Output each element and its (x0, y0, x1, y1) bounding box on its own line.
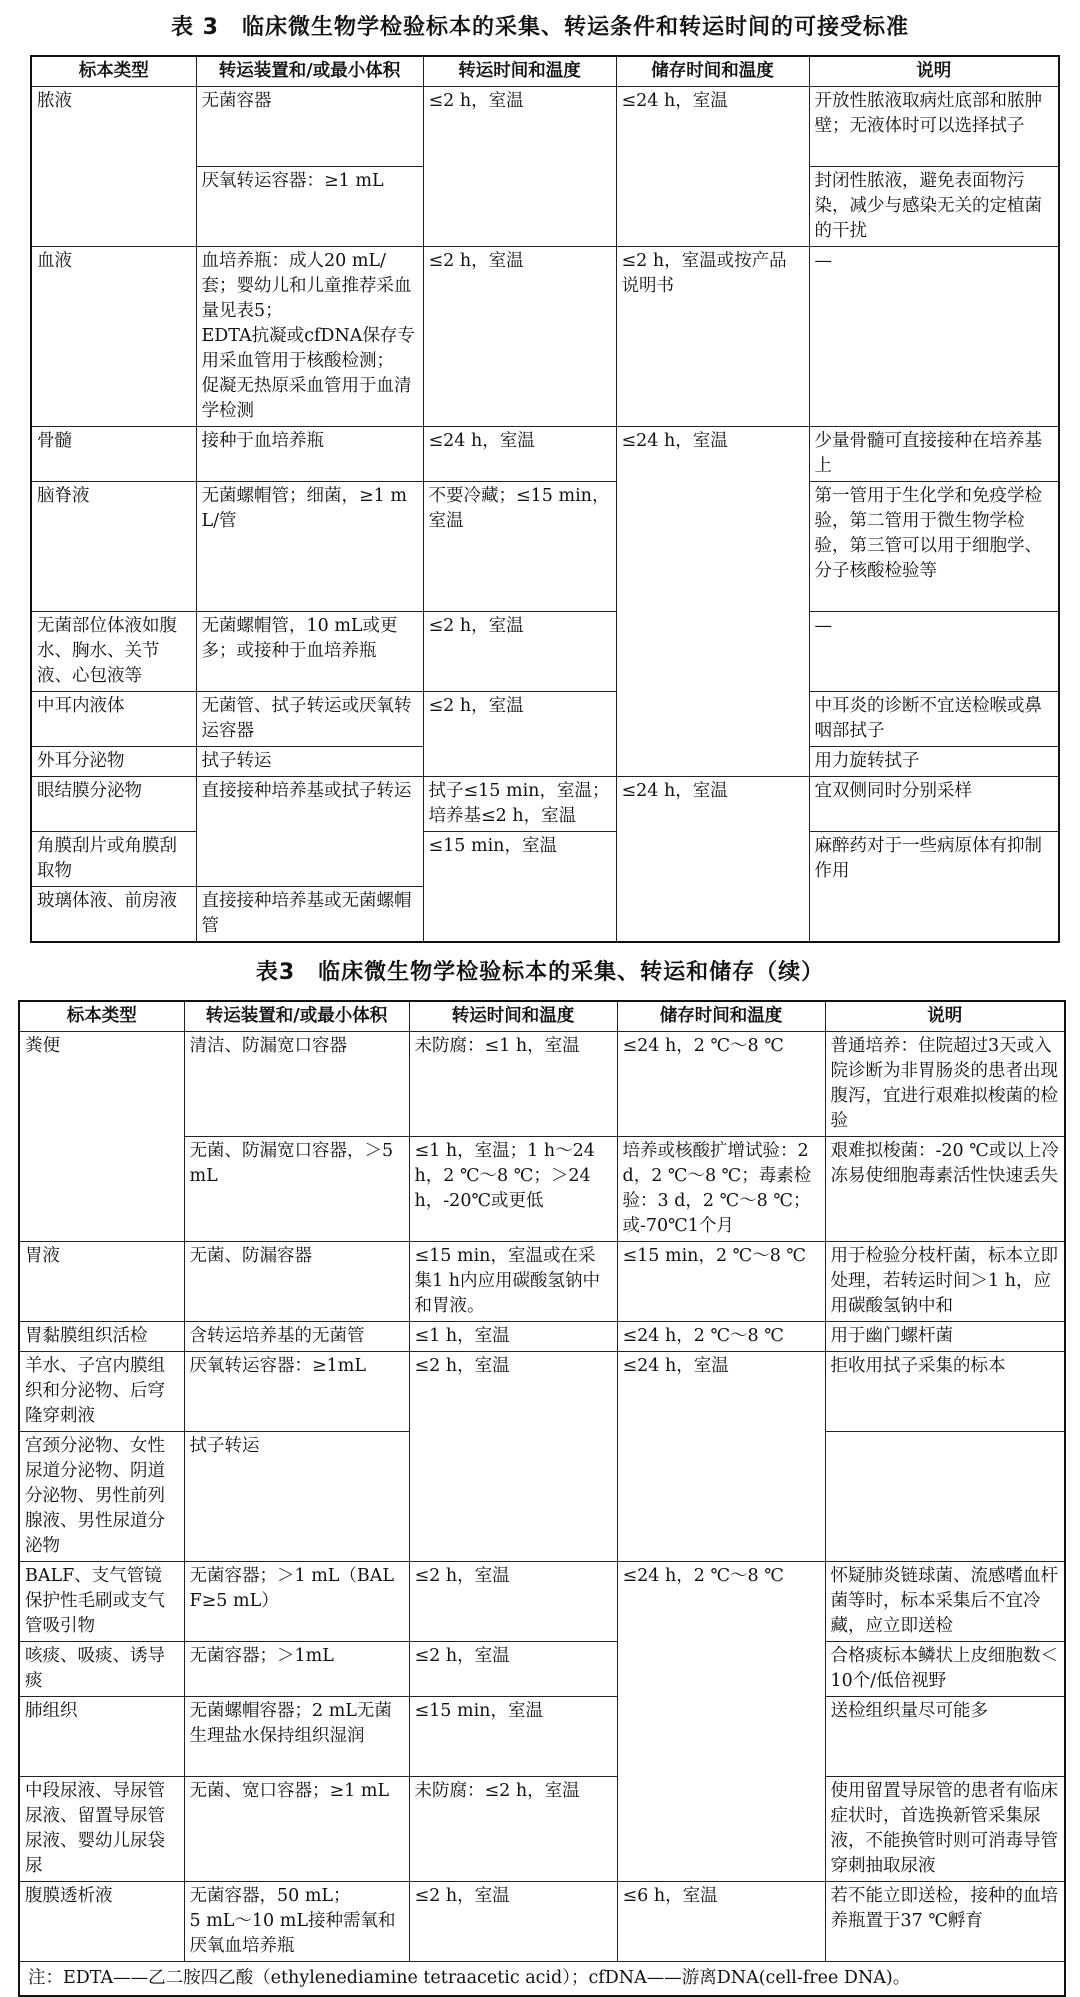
cell-specimen-type: 羊水、子宫内膜组织和分泌物、后穹隆穿刺液 (19, 1352, 184, 1432)
cell-transport-time: ≤2 h，室温 (423, 692, 616, 777)
cell-notes: 普通培养：住院超过3天或入院诊断为非胃肠炎的患者出现腹泻，宜进行艰难拟梭菌的检验 (825, 1032, 1065, 1137)
cell-specimen-type: 胃液 (19, 1242, 184, 1322)
cell-specimen-type: 脑脊液 (31, 482, 196, 612)
cell-transport-device: 接种于血培养瓶 (196, 427, 423, 482)
header-transport-device: 转运装置和/或最小体积 (196, 56, 423, 87)
cell-transport-device: 血培养瓶：成人20 mL/套；婴幼儿和儿童推荐采血量见表5； EDTA抗凝或cfDNA保存专用采血管用于核酸检测； 促凝无热原采血管用于血清学检测 (196, 247, 423, 427)
cell-notes: 用于检验分枝杆菌，标本立即处理，若转运时间＞1 h，应用碳酸氢钠中和 (825, 1242, 1065, 1322)
cell-storage-time: ≤24 h，2 ℃～8 ℃ (617, 1032, 825, 1137)
cell-transport-time: ≤1 h，室温；1 h～24 h，2 ℃～8 ℃；＞24 h，-20℃或更低 (409, 1137, 617, 1242)
specimen-table-2 (18, 1000, 1066, 1997)
cell-transport-time: ≤2 h，室温 (409, 1882, 617, 1962)
cell-storage-time: 培养或核酸扩增试验：2 d，2 ℃～8 ℃；毒素检验：3 d，2 ℃～8 ℃；或-70℃1个月 (617, 1137, 825, 1242)
table-footnote: 注：EDTA——乙二胺四乙酸（ethylenediamine tetraacetic acid）；cfDNA——游离DNA(cell-free DNA)。 (19, 1962, 1065, 1997)
cell-notes: 宜双侧同时分别采样 (809, 777, 1059, 832)
cell-transport-device: 无菌容器 (196, 87, 423, 167)
cell-transport-time: ≤2 h，室温 (423, 247, 616, 427)
cell-specimen-type: 眼结膜分泌物 (31, 777, 196, 832)
cell-storage-time: ≤24 h，室温 (616, 777, 809, 943)
specimen-table-1 (30, 55, 1060, 943)
cell-transport-time: 未防腐：≤2 h，室温 (409, 1777, 617, 1882)
header-transport-time: 转运时间和温度 (409, 1001, 617, 1032)
cell-transport-device: 无菌、防漏宽口容器，＞5 mL (184, 1137, 409, 1242)
cell-notes: 艰难拟梭菌：-20 ℃或以上冷冻易使细胞毒素活性快速丢失 (825, 1137, 1065, 1242)
cell-specimen-type: BALF、支气管镜保护性毛刷或支气管吸引物 (19, 1562, 184, 1642)
cell-specimen-type: 无菌部位体液如腹水、胸水、关节液、心包液等 (31, 612, 196, 692)
cell-specimen-type: 中段尿液、导尿管尿液、留置导尿管尿液、婴幼儿尿袋尿 (19, 1777, 184, 1882)
cell-notes: — (809, 612, 1059, 692)
cell-transport-time: ≤15 min，室温或在采集1 h内应用碳酸氢钠中和胃液。 (409, 1242, 617, 1322)
header-transport-device: 转运装置和/或最小体积 (184, 1001, 409, 1032)
cell-transport-device: 直接接种培养基或拭子转运 (196, 777, 423, 887)
cell-transport-time: 未防腐：≤1 h，室温 (409, 1032, 617, 1137)
cell-notes: 怀疑肺炎链球菌、流感嗜血杆菌等时，标本采集后不宜冷藏，应立即送检 (825, 1562, 1065, 1642)
cell-specimen-type: 玻璃体液、前房液 (31, 887, 196, 943)
header-storage-time: 储存时间和温度 (617, 1001, 825, 1032)
cell-specimen-type: 肺组织 (19, 1697, 184, 1777)
cell-transport-device: 无菌螺帽管，10 mL或更多；或接种于血培养瓶 (196, 612, 423, 692)
header-specimen-type: 标本类型 (19, 1001, 184, 1032)
cell-transport-time: ≤1 h，室温 (409, 1322, 617, 1352)
cell-notes: 第一管用于生化学和免疫学检验，第二管用于微生物学检验，第三管可以用于细胞学、分子核酸检验等 (809, 482, 1059, 612)
cell-transport-device: 含转运培养基的无菌管 (184, 1322, 409, 1352)
cell-storage-time: ≤24 h，2 ℃～8 ℃ (617, 1322, 825, 1352)
cell-storage-time: ≤24 h，2 ℃～8 ℃ (617, 1562, 825, 1882)
header-specimen-type: 标本类型 (31, 56, 196, 87)
cell-storage-time: ≤2 h，室温或按产品说明书 (616, 247, 809, 427)
cell-specimen-type: 外耳分泌物 (31, 747, 196, 777)
cell-transport-device: 无菌螺帽容器；2 mL无菌生理盐水保持组织湿润 (184, 1697, 409, 1777)
cell-notes: 拒收用拭子采集的标本 (825, 1352, 1065, 1432)
cell-notes: 合格痰标本鳞状上皮细胞数＜10个/低倍视野 (825, 1642, 1065, 1697)
cell-notes (825, 1432, 1065, 1562)
cell-transport-time: ≤2 h，室温 (423, 87, 616, 247)
cell-transport-device: 无菌容器；＞1mL (184, 1642, 409, 1697)
cell-notes: 若不能立即送检，接种的血培养瓶置于37 ℃孵育 (825, 1882, 1065, 1962)
cell-transport-device: 无菌螺帽管；细菌，≥1 mL/管 (196, 482, 423, 612)
cell-transport-device: 厌氧转运容器：≥1 mL (196, 167, 423, 247)
cell-storage-time: ≤24 h，室温 (616, 427, 809, 777)
cell-specimen-type: 咳痰、吸痰、诱导痰 (19, 1642, 184, 1697)
cell-specimen-type: 脓液 (31, 87, 196, 247)
cell-notes: 用于幽门螺杆菌 (825, 1322, 1065, 1352)
cell-transport-time: 不要冷藏；≤15 min，室温 (423, 482, 616, 612)
cell-specimen-type: 胃黏膜组织活检 (19, 1322, 184, 1352)
cell-notes: 麻醉药对于一些病原体有抑制作用 (809, 832, 1059, 943)
cell-transport-time: ≤2 h，室温 (423, 612, 616, 692)
header-notes: 说明 (809, 56, 1059, 87)
cell-notes: 使用留置导尿管的患者有临床症状时，首选换新管采集尿液，不能换管时则可消毒导管穿刺抽取尿液 (825, 1777, 1065, 1882)
cell-transport-time: ≤15 min，室温 (423, 832, 616, 943)
cell-notes: 少量骨髓可直接接种在培养基上 (809, 427, 1059, 482)
cell-transport-device: 直接接种培养基或无菌螺帽管 (196, 887, 423, 943)
cell-notes: 中耳炎的诊断不宜送检喉或鼻咽部拭子 (809, 692, 1059, 747)
cell-notes: 送检组织量尽可能多 (825, 1697, 1065, 1777)
cell-transport-device: 无菌容器，50 mL； 5 mL～10 mL接种需氧和厌氧血培养瓶 (184, 1882, 409, 1962)
cell-transport-device: 无菌容器；＞1 mL（BALF≥5 mL） (184, 1562, 409, 1642)
cell-transport-device: 无菌、宽口容器；≥1 mL (184, 1777, 409, 1882)
cell-specimen-type: 中耳内液体 (31, 692, 196, 747)
header-transport-time: 转运时间和温度 (423, 56, 616, 87)
cell-transport-device: 拭子转运 (184, 1432, 409, 1562)
cell-transport-device: 无菌、防漏容器 (184, 1242, 409, 1322)
cell-storage-time: ≤24 h，室温 (617, 1352, 825, 1562)
cell-transport-time: ≤24 h，室温 (423, 427, 616, 482)
cell-storage-time: ≤24 h，室温 (616, 87, 809, 247)
cell-transport-time: ≤2 h，室温 (409, 1562, 617, 1642)
cell-transport-device: 拭子转运 (196, 747, 423, 777)
cell-transport-time: ≤2 h，室温 (409, 1642, 617, 1697)
cell-transport-time: ≤15 min，室温 (409, 1697, 617, 1777)
header-notes: 说明 (825, 1001, 1065, 1032)
cell-transport-device: 厌氧转运容器：≥1mL (184, 1352, 409, 1432)
cell-transport-device: 无菌管、拭子转运或厌氧转运容器 (196, 692, 423, 747)
cell-specimen-type: 血液 (31, 247, 196, 427)
cell-specimen-type: 宫颈分泌物、女性尿道分泌物、阴道分泌物、男性前列腺液、男性尿道分泌物 (19, 1432, 184, 1562)
cell-specimen-type: 粪便 (19, 1032, 184, 1242)
cell-specimen-type: 腹膜透析液 (19, 1882, 184, 1962)
header-storage-time: 储存时间和温度 (616, 56, 809, 87)
table2-caption: 表3 临床微生物学检验标本的采集、转运和储存（续） (255, 960, 825, 985)
cell-storage-time: ≤6 h，室温 (617, 1882, 825, 1962)
cell-notes: 开放性脓液取病灶底部和脓肿壁；无液体时可以选择拭子 (809, 87, 1059, 167)
cell-transport-time: 拭子≤15 min，室温；培养基≤2 h，室温 (423, 777, 616, 832)
cell-transport-time: ≤2 h，室温 (409, 1352, 617, 1562)
cell-notes: — (809, 247, 1059, 427)
table1-caption: 表 3 临床微生物学检验标本的采集、转运条件和转运时间的可接受标准 (171, 15, 909, 40)
cell-notes: 用力旋转拭子 (809, 747, 1059, 777)
cell-storage-time: ≤15 min，2 ℃～8 ℃ (617, 1242, 825, 1322)
cell-notes: 封闭性脓液，避免表面物污染，减少与感染无关的定植菌的干扰 (809, 167, 1059, 247)
cell-specimen-type: 骨髓 (31, 427, 196, 482)
cell-specimen-type: 角膜刮片或角膜刮取物 (31, 832, 196, 887)
cell-transport-device: 清洁、防漏宽口容器 (184, 1032, 409, 1137)
